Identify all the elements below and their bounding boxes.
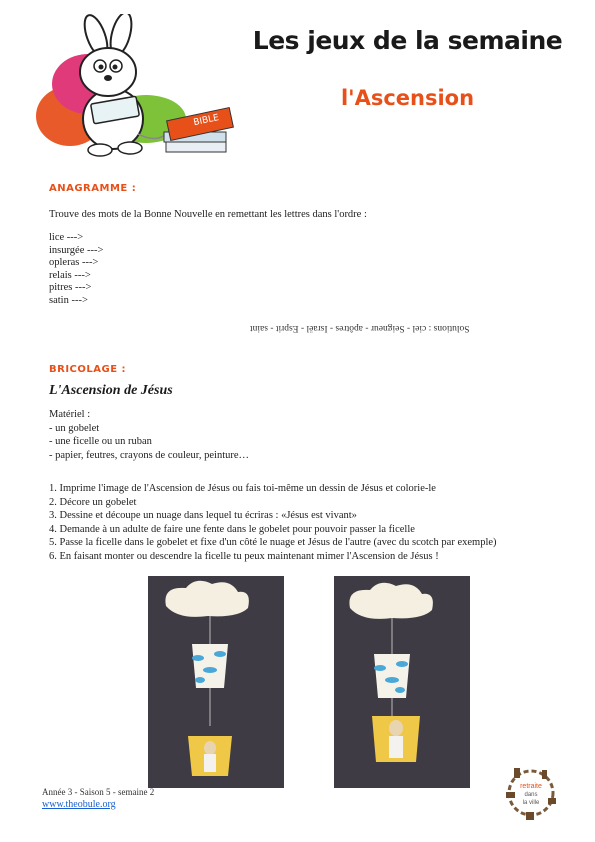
bible-label: BIBLE: [192, 113, 220, 129]
mascot-illustration: [18, 14, 258, 164]
anagramme-heading: ANAGRAMME :: [49, 183, 137, 194]
list-item: 5. Passe la ficelle dans le gobelet et fixe d'un côté le nuage et Jésus de l'autre (avec du scotch par exemple): [49, 537, 497, 549]
cloud-icon: [165, 581, 248, 617]
list-item: - un gobelet: [49, 422, 100, 434]
svg-text:dans: dans: [524, 792, 538, 798]
page-subtitle: l'Ascension: [340, 86, 475, 110]
list-item: - une ficelle ou un ruban: [49, 436, 152, 448]
list-item: satin --->: [49, 294, 88, 306]
steps-list: [49, 482, 497, 564]
materials-list: [49, 408, 249, 462]
bricolage-heading: BRICOLAGE :: [49, 364, 127, 375]
list-item: relais --->: [49, 269, 91, 281]
footer-season-info: Année 3 - Saison 5 - semaine 2: [42, 787, 155, 797]
svg-text:la ville: la ville: [522, 800, 540, 806]
bricolage-title: L'Ascension de Jésus: [49, 383, 173, 398]
retraite-dans-la-ville-logo: [500, 762, 562, 824]
rabbit-head: [80, 48, 136, 96]
craft-photo-left: [148, 576, 284, 788]
craft-photo-right: [334, 576, 470, 788]
svg-text:retraite: retraite: [520, 783, 542, 790]
anagramme-list: [49, 232, 103, 308]
cloud-icon: [349, 583, 432, 619]
list-item: 3. Dessine et découpe un nuage dans lequel tu écriras : «Jésus est vivant»: [49, 510, 357, 522]
anagramme-intro: Trouve des mots de la Bonne Nouvelle en remettant les lettres dans l'ordre :: [49, 209, 367, 220]
list-item: 6. En faisant monter ou descendre la ficelle tu peux maintenant mimer l'Ascension de Jésus !: [49, 550, 439, 562]
list-item: Matériel :: [49, 409, 91, 420]
website-link[interactable]: www.theobule.org: [42, 799, 116, 810]
list-item: 4. Demande à un adulte de faire une fente dans le gobelet pour pouvoir passer la ficelle: [49, 523, 415, 535]
list-item: pitres --->: [49, 282, 92, 294]
page-title: Les jeux de la semaine: [252, 26, 563, 55]
list-item: 1. Imprime l'image de l'Ascension de Jésus ou fais toi-même un dessin de Jésus et colorie-le: [49, 483, 436, 494]
anagramme-solutions: Solutions : ciel - Seigneur - apôtres - Israël - Esprit - saint: [250, 323, 470, 333]
list-item: opleras --->: [49, 257, 99, 269]
list-item: insurgée --->: [49, 244, 104, 256]
list-item: lice --->: [49, 232, 84, 243]
list-item: - papier, feutres, crayons de couleur, peinture…: [49, 449, 250, 461]
list-item: 2. Décore un gobelet: [49, 496, 137, 508]
cup-icon: [374, 654, 410, 698]
